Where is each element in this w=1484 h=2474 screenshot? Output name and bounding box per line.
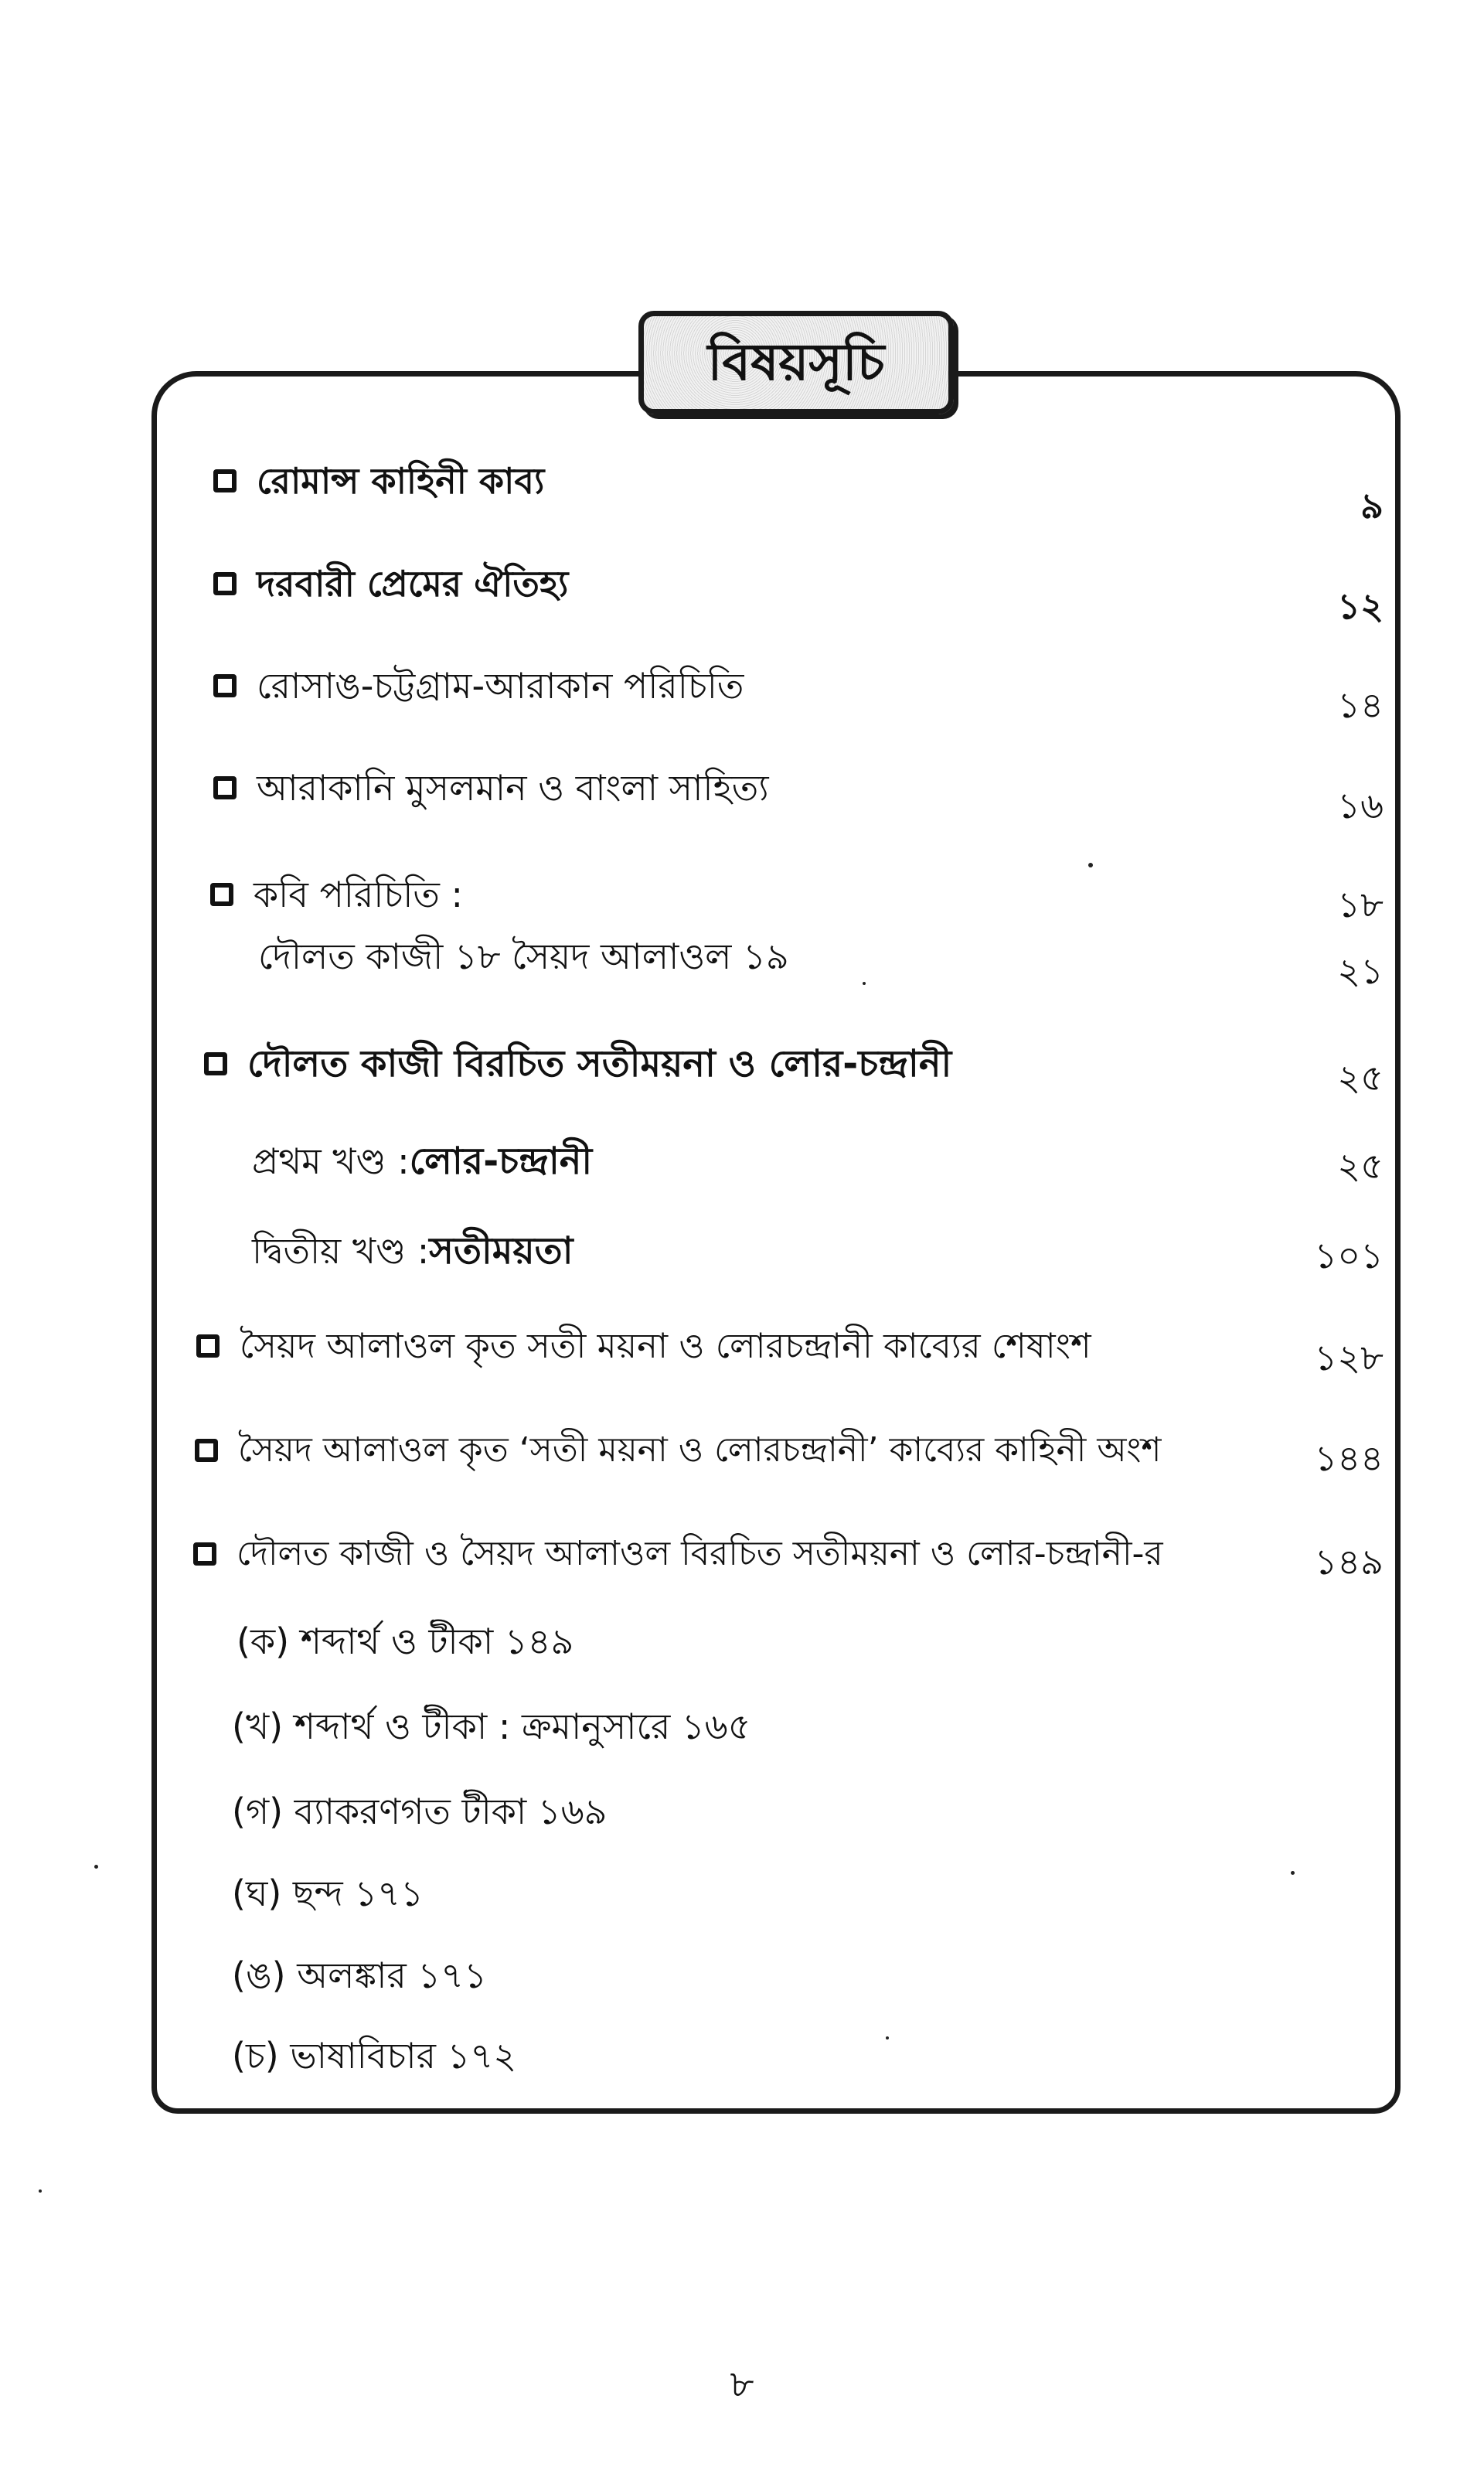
toc-subentry-label: (ক) শব্দার্থ ও টীকা ১৪৯ <box>237 1620 574 1662</box>
toc-entry-label: লোর-চন্দ্রানী <box>409 1140 593 1183</box>
toc-page-number: ১৮ <box>1337 884 1384 925</box>
toc-subentry-label: (ঙ) অলঙ্কার ১৭১ <box>232 1954 488 1996</box>
toc-subentry-label: (ঘ) ছন্দ ১৭১ <box>232 1873 424 1914</box>
toc-entry <box>213 564 568 604</box>
toc-entry-label: দৌলত কাজী ১৮ সৈয়দ আলাওল ১৯ <box>258 935 789 977</box>
checkbox-icon <box>213 572 237 595</box>
toc-entry-label: সৈয়দ আলাওল কৃত সতী ময়না ও লোরচন্দ্রানী কাব্যের শেষাংশ <box>240 1325 1091 1366</box>
toc-entry <box>252 1141 592 1182</box>
toc-page-number: ১৬ <box>1337 785 1384 826</box>
page-title: বিষয়সূচি <box>707 332 885 392</box>
toc-page-number: ২১ <box>1337 950 1384 992</box>
checkbox-icon <box>210 883 233 906</box>
toc-page-number: ১২৮ <box>1314 1337 1384 1378</box>
toc-entry-label: দৌলত কাজী বিরচিত সতীময়না ও লোর-চন্দ্রানী <box>247 1042 952 1085</box>
scan-speck <box>39 2189 42 2193</box>
toc-page-number: ১৪৪ <box>1314 1437 1384 1479</box>
toc-entry-label: রোসাঙ-চট্টগ্রাম-আরাকান পরিচিতি <box>257 665 744 707</box>
toc-entry-label: দরবারী প্রেমের ঐতিহ্য <box>257 563 569 605</box>
toc-entry <box>258 937 789 976</box>
toc-subentry <box>232 1707 751 1746</box>
checkbox-icon <box>213 776 237 799</box>
toc-subentry-label: (গ) ব্যাকরণগত টীকা ১৬৯ <box>232 1791 608 1832</box>
toc-subentry-label: (খ) শব্দার্থ ও টীকা : ক্রমানুসারে ১৬৫ <box>232 1706 751 1747</box>
toc-entry <box>193 1535 1163 1573</box>
toc-entry-label-prefix: দ্বিতীয় খণ্ড : <box>252 1230 430 1273</box>
toc-entry-label: সতীময়তা <box>429 1229 574 1273</box>
title-badge <box>638 311 954 414</box>
scan-speck <box>1291 1871 1295 1875</box>
toc-entry <box>204 1044 951 1085</box>
toc-entry <box>210 875 463 915</box>
toc-subentry-label: (চ) ভাষাবিচার ১৭২ <box>232 2035 517 2077</box>
toc-entry-label: কবি পরিচিতি : <box>254 874 464 915</box>
scan-speck <box>886 2036 889 2040</box>
checkbox-icon <box>204 1052 227 1075</box>
toc-entry <box>252 1231 574 1272</box>
toc-entry <box>213 666 744 706</box>
toc-subentry <box>232 2036 516 2076</box>
toc-subentry <box>232 1956 487 1995</box>
toc-entry-label: সৈয়দ আলাওল কৃত ‘সতী ময়না ও লোরচন্দ্রানী’ কাব্যের কাহিনী অংশ <box>238 1430 1162 1470</box>
toc-page-number: ১২ <box>1337 585 1384 627</box>
scan-speck <box>863 982 866 985</box>
toc-entry <box>213 768 769 808</box>
toc-subentry <box>232 1792 608 1832</box>
toc-page-number: ১৪ <box>1337 684 1384 726</box>
toc-entry <box>196 1327 1091 1365</box>
toc-entry-label: দৌলত কাজী ও সৈয়দ আলাওল বিরচিত সতীময়না ও লোর-চন্দ্রানী-র <box>237 1534 1163 1573</box>
page-number-footer: ৮ <box>730 2363 754 2406</box>
toc-page-number: ২৫ <box>1337 1145 1384 1187</box>
toc-page-number: ১০১ <box>1314 1235 1384 1276</box>
scan-speck <box>94 1865 98 1869</box>
toc-entry <box>213 462 544 501</box>
toc-subentry <box>232 1874 424 1913</box>
checkbox-icon <box>213 469 237 492</box>
scan-speck <box>1088 863 1093 867</box>
toc-entry-label: আরাকানি মুসলমান ও বাংলা সাহিত্য <box>257 767 769 809</box>
toc-page-number: ৯ <box>1360 485 1384 526</box>
toc-page-number: ১৪৯ <box>1314 1541 1384 1583</box>
toc-page-number: ২৫ <box>1337 1057 1384 1099</box>
toc-entry-label: রোমান্স কাহিনী কাব্য <box>257 460 545 502</box>
toc-entry <box>195 1432 1161 1469</box>
checkbox-icon <box>196 1334 220 1358</box>
toc-entry-label-prefix: প্রথম খণ্ড : <box>252 1140 410 1183</box>
toc-subentry <box>237 1622 574 1661</box>
checkbox-icon <box>195 1439 218 1462</box>
checkbox-icon <box>193 1542 216 1566</box>
checkbox-icon <box>213 674 237 697</box>
